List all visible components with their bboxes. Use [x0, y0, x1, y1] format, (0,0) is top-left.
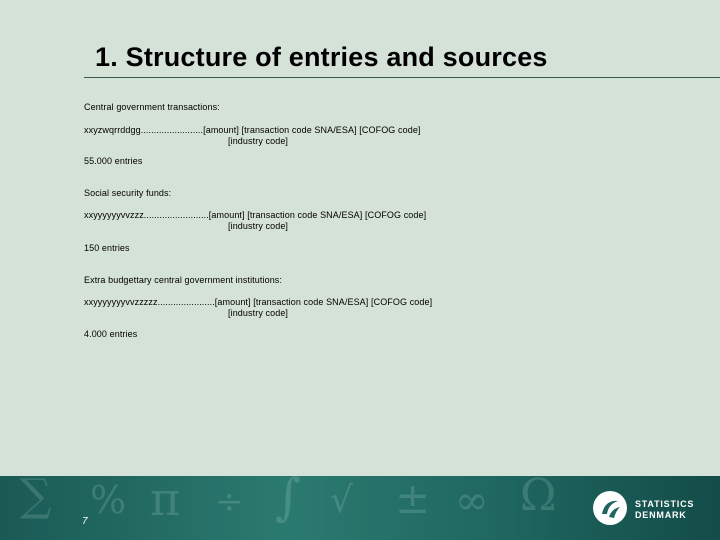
section-heading: Social security funds:: [84, 188, 172, 198]
record-format-line: xxyyyyyyyvvzzzzz......................[amount] [transaction code SNA/ESA] [COFOG code]: [84, 297, 433, 307]
logo-line-2: DENMARK: [635, 510, 687, 520]
statistics-denmark-logo-icon: [592, 490, 628, 526]
entry-count: 55.000 entries: [84, 156, 143, 166]
decorative-glyph: π: [150, 476, 181, 526]
decorative-glyph: ∞: [455, 478, 489, 524]
logo-wordmark: [635, 499, 694, 521]
page-title: 1. Structure of entries and sources: [95, 42, 548, 72]
entry-count: 150 entries: [84, 243, 130, 253]
record-format-line-2: [industry code]: [228, 308, 289, 318]
decorative-glyph: ∑: [20, 476, 52, 521]
decorative-glyph: √: [330, 480, 353, 521]
record-format-line: xxyyyyyyvvzzz.........................[amount] [transaction code SNA/ESA] [COFOG code]: [84, 210, 427, 220]
decorative-glyph: ÷: [215, 482, 244, 522]
entry-count: 4.000 entries: [84, 329, 138, 339]
record-format-line-2: [industry code]: [228, 221, 289, 231]
decorative-glyph: ∫: [275, 476, 302, 526]
record-format-line: xxyzwqrrddgg........................[amount] [transaction code SNA/ESA] [COFOG code]: [84, 125, 421, 135]
decorative-glyph: %: [90, 478, 127, 522]
decorative-glyph: Ω: [520, 476, 557, 521]
record-format-line-2: [industry code]: [228, 136, 289, 146]
section-heading: Central government transactions:: [84, 102, 220, 112]
logo-line-1: STATISTICS: [635, 499, 695, 509]
section-heading: Extra budgettary central government institutions:: [84, 275, 282, 285]
decorative-glyph: ±: [395, 476, 431, 523]
page-number: 7: [82, 516, 88, 527]
title-divider: [84, 77, 720, 78]
